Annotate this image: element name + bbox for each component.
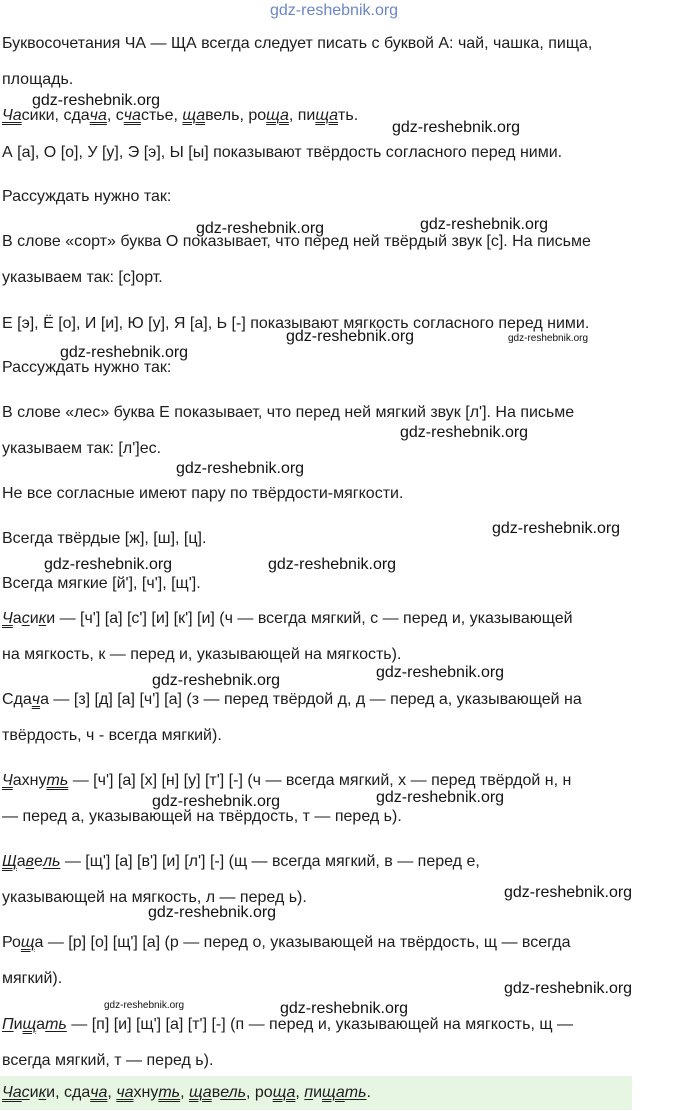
text-fragment: Сда: [2, 691, 32, 708]
text-fragment: твёрдость, ч - всегда мягкий).: [2, 727, 222, 744]
text-fragment: ,: [180, 1084, 189, 1101]
text-line-reason-1: [2, 187, 171, 207]
text-fragment: е: [34, 853, 43, 870]
text-fragment: на мягкость, к — перед и, указывающей на мягкость).: [2, 646, 402, 663]
watermark: gdz-reshebnik.org: [392, 119, 521, 136]
text-fragment: В слове «лес» буква Е показывает, что перед ней мягкий звук [л']. На письме: [2, 404, 575, 421]
underlined-letters: ча: [123, 107, 141, 124]
text-line-rule-cha-1: [2, 34, 592, 54]
text-fragment: , с: [106, 107, 124, 124]
text-fragment: всегда мягкий, т — перед ь).: [2, 1052, 214, 1069]
text-fragment: а — [з] [д] [а] [ч'] [а] (з — перед твёрдой д, д — перед а, указывающей на: [40, 691, 582, 708]
underlined-letters: ль: [228, 1084, 246, 1101]
underlined-letters: щ: [20, 934, 35, 951]
text-fragment: в: [211, 1084, 221, 1101]
underlined-letters: в: [25, 853, 35, 870]
underlined-letters: с: [21, 610, 30, 627]
text-fragment: — [п] [и] [щ'] [а] [т'] [-] (п — перед и, указывающей на мягкость, щ —: [66, 1016, 573, 1033]
text-line-sort-2: [2, 268, 163, 288]
watermark: gdz-reshebnik.org: [286, 328, 415, 345]
text-fragment: а: [12, 610, 22, 627]
text-line-always-hard: [2, 529, 206, 549]
text-fragment: Буквосочетания ЧА — ЩА всегда следует писать с буквой А: чай, чашка, пища,: [2, 35, 593, 52]
watermark: gdz-reshebnik.org: [268, 556, 397, 573]
text-fragment: вель, ро: [205, 107, 267, 124]
watermark: gdz-reshebnik.org: [492, 520, 621, 537]
text-fragment: и: [29, 610, 39, 627]
text-fragment: сики, сда: [21, 107, 90, 124]
watermark: gdz-reshebnik.org: [508, 333, 589, 344]
text-fragment: площадь.: [2, 71, 74, 88]
text-fragment: мягкий).: [2, 970, 63, 987]
underlined-letters: ща: [272, 1084, 296, 1101]
text-fragment: Ро: [2, 934, 21, 951]
text-fragment: указываем так: [л']ес.: [2, 440, 162, 457]
underlined-letters: Щ: [2, 853, 17, 870]
text-fragment: Рассуждать нужно так:: [2, 359, 172, 376]
underlined-letters: с: [21, 1084, 30, 1101]
watermark: gdz-reshebnik.org: [376, 664, 505, 681]
text-fragment: ,: [295, 1084, 305, 1101]
text-line-les-1: [2, 403, 574, 423]
text-line-ex1-1: [2, 609, 573, 629]
text-fragment: Рассуждать нужно так:: [2, 188, 172, 205]
watermark: gdz-reshebnik.org: [280, 1000, 409, 1017]
underlined-letters: Ч: [2, 610, 13, 627]
text-fragment: и: [29, 1084, 39, 1101]
underlined-letters: е: [220, 1084, 229, 1101]
text-fragment: Е [э], Ё [о], И [и], Ю [у], Я [а], Ь [-] показывают мягкость согласного перед ними.: [2, 315, 590, 332]
underlined-letters: ть: [45, 1016, 67, 1033]
underlined-letters: ть: [158, 1084, 181, 1101]
underlined-letters: ча: [90, 1084, 108, 1101]
text-fragment: — [щ'] [а] [в'] [и] [л'] [-] (щ — всегда мягкий, в — перед е,: [60, 853, 480, 870]
watermark: gdz-reshebnik.org: [104, 1000, 185, 1011]
underlined-letters: Ч: [2, 772, 13, 789]
text-fragment: хну: [133, 1084, 159, 1101]
answer-highlight: [0, 1076, 632, 1110]
underlined-letters: ч: [31, 691, 41, 708]
text-fragment: А [а], О [о], У [у], Э [э], Ы [ы] показывают твёрдость согласного перед ними.: [2, 144, 563, 161]
underlined-letters: Ча: [2, 107, 22, 124]
text-fragment: и: [313, 1084, 323, 1101]
watermark: gdz-reshebnik.org: [44, 556, 173, 573]
text-fragment: указывающей на мягкость, л — перед ь).: [2, 889, 307, 906]
text-fragment: Всегда мягкие [й'], [ч'], [щ'].: [2, 575, 201, 592]
text-line-ex3-1: [2, 771, 571, 791]
text-line-ex6-1: [2, 1015, 573, 1035]
text-fragment: — перед а, указывающей на твёрдость, т — перед ь).: [2, 808, 402, 825]
underlined-letters: Ча: [2, 1084, 22, 1101]
underlined-letters: ща: [315, 107, 339, 124]
underlined-letters: п: [304, 1084, 314, 1101]
text-fragment: а: [16, 853, 26, 870]
site-header-watermark: gdz-reshebnik.org: [270, 2, 399, 19]
answer-line: [2, 1083, 371, 1103]
watermark: gdz-reshebnik.org: [504, 980, 633, 997]
text-fragment: ть.: [338, 107, 359, 124]
underlined-letters: П: [2, 1016, 14, 1033]
text-fragment: , пи: [288, 107, 316, 124]
underlined-letters: ча: [116, 1084, 134, 1101]
watermark: gdz-reshebnik.org: [400, 424, 529, 441]
text-fragment: и, сда: [46, 1084, 91, 1101]
underlined-letters: ща: [266, 107, 289, 124]
underlined-letters: к: [38, 1084, 47, 1101]
watermark: gdz-reshebnik.org: [32, 92, 161, 109]
text-fragment: Всегда твёрдые [ж], [ш], [ц].: [2, 530, 207, 547]
text-fragment: .: [366, 1084, 371, 1101]
text-fragment: и — [ч'] [а] [с'] [и] [к'] [и] (ч — всегда мягкий, с — перед и, указывающей: [46, 610, 573, 627]
text-line-ex1-2: [2, 645, 401, 665]
watermark: gdz-reshebnik.org: [376, 789, 505, 806]
underlined-letters: ща: [182, 107, 206, 124]
underlined-letters: щ: [22, 1016, 37, 1033]
text-fragment: и: [13, 1016, 23, 1033]
underlined-letters: ть: [344, 1084, 367, 1101]
text-line-hard-rule: [2, 143, 562, 163]
watermark: gdz-reshebnik.org: [420, 216, 549, 233]
text-line-ex6-2: [2, 1051, 213, 1071]
text-fragment: ,: [107, 1084, 117, 1101]
text-line-les-2: [2, 439, 161, 459]
text-line-always-soft: [2, 574, 201, 594]
text-line-ex2-2: [2, 726, 222, 746]
text-fragment: стье,: [140, 107, 183, 124]
text-line-ex5-1: [2, 933, 570, 953]
watermark: gdz-reshebnik.org: [152, 793, 281, 810]
underlined-letters: ль: [42, 853, 61, 870]
text-fragment: указываем так: [с]орт.: [2, 269, 163, 286]
text-line-pairs: [2, 484, 403, 504]
underlined-letters: ща: [322, 1084, 345, 1101]
underlined-letters: ща: [188, 1084, 212, 1101]
text-line-ex2-1: [2, 690, 582, 710]
watermark: gdz-reshebnik.org: [176, 460, 305, 477]
text-fragment: — [ч'] [а] [х] [н] [у] [т'] [-] (ч — всегда мягкий, х — перед твёрдой н, н: [68, 772, 572, 789]
text-fragment: , ро: [246, 1084, 273, 1101]
underlined-letters: ча: [89, 107, 107, 124]
underlined-letters: ть: [46, 772, 69, 789]
text-line-ex4-1: [2, 852, 480, 872]
watermark: gdz-reshebnik.org: [148, 904, 277, 921]
text-fragment: Не все согласные имеют пару по твёрдости-мягкости.: [2, 485, 404, 502]
text-fragment: а — [р] [о] [щ'] [а] (р — перед о, указывающей на твёрдость, щ — всегда: [34, 934, 571, 951]
watermark: gdz-reshebnik.org: [504, 884, 633, 901]
text-line-rule-cha-2: [2, 70, 73, 90]
text-fragment: ахну: [12, 772, 47, 789]
text-fragment: а: [36, 1016, 46, 1033]
text-line-ex5-2: [2, 969, 62, 989]
underlined-letters: к: [38, 610, 47, 627]
watermark: gdz-reshebnik.org: [60, 344, 189, 361]
watermark: gdz-reshebnik.org: [196, 220, 325, 237]
text-fragment: В слове «сорт» буква О показывает, что перед ней твёрдый звук [с]. На письме: [2, 233, 591, 250]
watermark: gdz-reshebnik.org: [152, 672, 281, 689]
